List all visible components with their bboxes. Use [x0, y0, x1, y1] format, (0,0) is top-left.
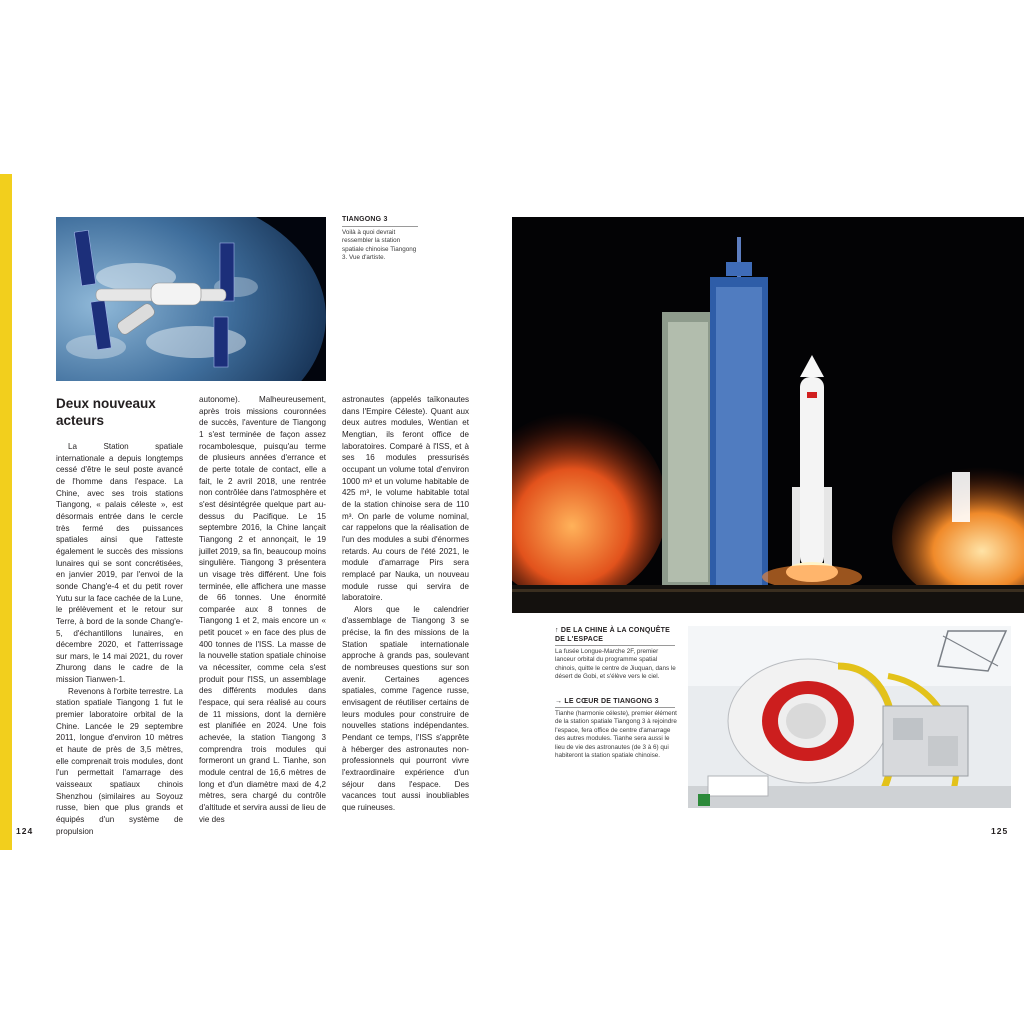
tianhe-module-photo [688, 626, 1011, 808]
caption-module-rule [555, 707, 675, 708]
article-headline: Deux nouveaux acteurs [56, 396, 156, 428]
body-paragraph: Alors que le calendrier d'assemblage de Tiangong 3 se précise, la fin des missions de la Station spatiale internationale approche à grands pas, soulevant de nombreuses questions sur son avenir. Certaines agences spatiales, comme l'agence russe, envisagent de réutiliser certains de leurs modules pour construire de nouvelles stations indépendantes. Pendant ce temps, l'ISS s'apprête à héberger des astronautes non-professionnels qui pourront vivre l'extraordinaire expérience d'un séjour dans l'espace. Des vacances tout aussi inoubliables que ruineuses. [342, 604, 469, 812]
caption-module-text: Tianhe (harmonie céleste), premier élément de la station spatiale Tiangong 3 à rejoindre l'espace, fera office de centre d'amarrage des autres modules. Tianhe sera aussi le lieu de vie des astronautes (de 3 à 6) qui habiteront la station spatiale chinoise. [555, 710, 677, 760]
caption-module-title: → LE CŒUR DE TIANGONG 3 [555, 698, 659, 705]
page-number-left: 124 [16, 826, 34, 836]
caption-launch-rule [555, 645, 675, 646]
body-paragraph: La Station spatiale internationale a depuis longtemps cessé d'être le seul poste avancé de l'homme dans l'espace. La Chine, avec ses trois stations Tiangong, « palais céleste », est désormais entrée dans le cercle très fermé des puissances spatiales ainsi que l'atteste également le succès des missions lunaires qui se sont concrétisées, en janvier 2019, par l'envoi de la sonde Chang'e-4 et du petit rover Yutu sur la face cachée de la Lune, le prélèvement et le retour sur Terre, à bord de la sonde Chang'e-5, d'échantillons lunaires, en décembre 2020, et l'atterrissage sur mars, le 14 mai 2021, du rover Zhurong dans le cadre de la mission Tianwen-1. [56, 442, 183, 685]
page-number-right: 125 [991, 826, 1009, 836]
body-paragraph: Revenons à l'orbite terrestre. La station spatiale Tiangong 1 fut le premier laboratoire orbital de la Chine. Lancée le 29 septembre 2011, longue d'environ 10 mètres et haute de près de 3,5 mètres, elle comprenait trois modules, dont l'un permettait l'amarrage des vaisseaux spatiaux chinois Shenzhou (similaires au Soyouz russe, bien que plus grands et équipés d'un système de propulsion [56, 686, 183, 836]
caption-tiangong-text: Voilà à quoi devrait ressembler la station spatiale chinoise Tiangong 3. Vue d'artiste. [342, 229, 417, 262]
body-column-3 [342, 394, 469, 814]
caption-launch-title: ↑ DE LA CHINE À LA CONQUÊTE DE L'ESPACE [555, 627, 670, 643]
body-column-2 [199, 394, 326, 825]
caption-tiangong-rule [342, 226, 418, 227]
body-paragraph: astronautes (appelés taïkonautes dans l'Empire Céleste). Quant aux deux autres modules, Wentian et Mengtian, ils feront office de laboratoires. Comparé à l'ISS, et à ses 16 modules pressurisés occupant un volume total d'environ 1000 m³ et un volume habitable de 425 m³, le volume habitable total de la station chinoise sera de 110 m³. On parle de volume nominal, car rappelons que la réalisation de l'un des modules a subi d'énormes retards. Au cours de l'été 2021, le module d'amarrage Pirs sera remplacé par Nauka, un nouveau module russe qui servira de laboratoire. [342, 395, 469, 603]
rocket-launch-photo [512, 217, 1024, 613]
caption-tiangong-title: TIANGONG 3 [342, 216, 388, 223]
page-edge-accent [0, 174, 12, 850]
body-column-1 [56, 441, 183, 837]
tiangong-station-photo [56, 217, 326, 381]
body-paragraph: autonome). Malheureusement, après trois missions couronnées de succès, l'aventure de Tiangong 1 s'est terminée de façon assez rocambolesque, puisqu'au terme de plusieurs années d'errance et de perte totale de contact, elle a fait, le 2 avril 2018, une rentrée non contrôlée dans l'atmosphère et s'est désintégrée quelque part au-dessus du Pacifique. Le 15 septembre 2016, la Chine lançait Tiangong 2 et annonçait, le 19 juillet 2019, sa fin, beaucoup moins singulière. Tiangong 3 présentera un visage très différent. Une fois terminée, elle affichera une masse de 66 tonnes. Une énormité comparée aux 8 tonnes de Tiangong 1 et 2, mais encore un « petit poucet » en face des plus de 400 tonnes de l'ISS. La masse de la nouvelle station spatiale chinoise va nécessiter, comme cela s'est produit pour l'ISS, un assemblage des différents modules dans l'espace, qui sera réalisé au cours de 11 missions, dont la dernière est planifiée en 2024. Une fois achevée, la station Tiangong 3 comprendra trois modules qui formeront un grand L. Tianhe, son module central de 16,6 mètres de long et d'un diamètre maxi de 4,2 mètres, sera chargé du contrôle d'altitude et servira aussi de lieu de vie des [199, 395, 326, 824]
caption-launch-text: La fusée Longue-Marche 2F, premier lanceur orbital du programme spatial chinois, quitte le centre de Jiuquan, dans le désert de Gobi, et s'élève vers le ciel. [555, 648, 676, 681]
